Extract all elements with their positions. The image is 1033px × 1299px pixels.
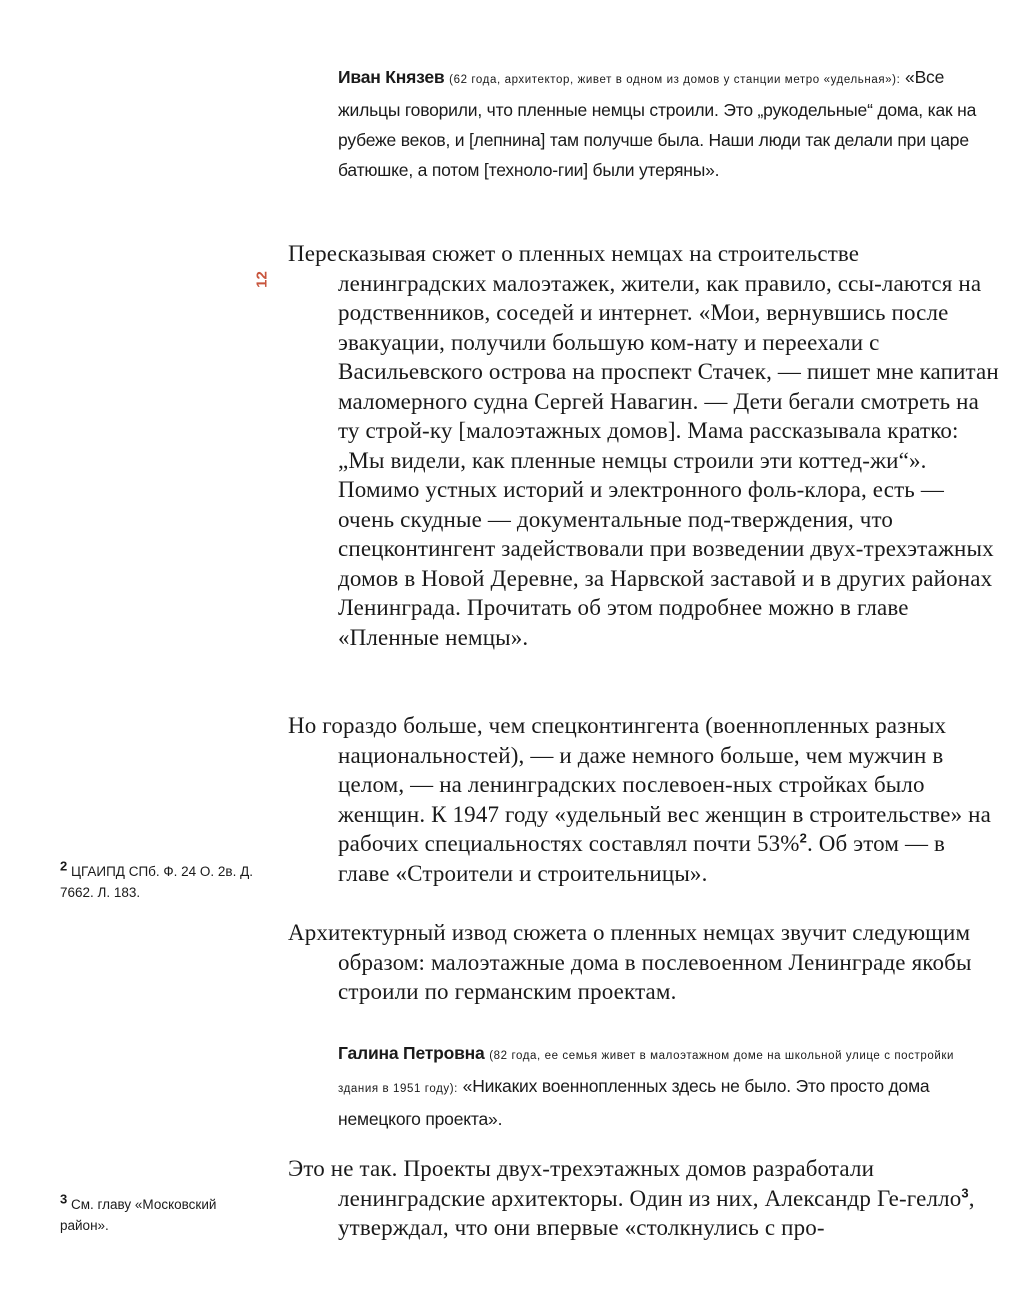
paragraph-text-before: Но гораздо больше, чем спецконтингента (военнопленных разных национальностей), — и даже немного больше, чем мужчин в целом, — на ленинградских послевоен-ных стройках было женщин. К 1947 году «удельный вес женщин в строительстве» на рабочих специальностях составлял почти 53% — [288, 713, 991, 856]
quote-block-knyazev — [338, 62, 988, 185]
footnote-text: ЦГАИПД СПб. Ф. 24 О. 2в. Д. 7662. Л. 183. — [60, 864, 253, 900]
quote-text: «Никаких военнопленных здесь не было. Это просто дома немецкого проекта». — [338, 1076, 930, 1129]
quote-speaker-meta: (82 года, ее семья живет в малоэтажном доме на школьной улице с постройки здания в 1951 году): — [338, 1050, 955, 1095]
paragraph-text: Пересказывая сюжет о пленных немцах на строительстве ленинградских малоэтажек, жители, как правило, ссы-лаются на родственников, соседей и интернет. «Мои, вернувшись после эвакуации, получили большую ком-нату и переехали с Васильевского острова на проспект Стачек, — пишет мне капитан маломерного судна Сергей Навагин. — Дети бегали смотреть на ту строй-ку [малоэтажных домов]. Мама рассказывала кратко: „Мы видели, как пленные немцы строили эти коттед-жи“». Помимо устных историй и электронного фоль-клора, есть — очень скудные — документальные под-тверждения, что спецконтингент задействовали при возведении двух-трехэтажных домов в Новой Деревне, за Нарвской заставой и в других районах Ленинграда. Прочитать об этом подробнее можно в главе «Пленные немцы». — [288, 241, 999, 650]
body-paragraph-2 — [288, 711, 1000, 888]
quote-speaker-meta: (62 года, архитектор, живет в одном из домов у станции метро «удельная»): — [449, 74, 901, 86]
footnote-number: 2 — [60, 858, 68, 874]
quote-text: «Все жильцы говорили, что пленные немцы строили. Это „рукодельные“ дома, как на рубеже веков, и [лепнина] там получше была. Наши люди так делали при царе батюшке, а потом [техноло-гии] были утеряны». — [338, 67, 977, 180]
footnote-ref-3[interactable]: 3 — [961, 1184, 969, 1200]
body-paragraph-3 — [288, 918, 1000, 1007]
quote-speaker: Иван Князев — [338, 67, 445, 87]
body-paragraph-4 — [288, 1154, 1000, 1243]
quote-block-petrovna — [338, 1038, 988, 1134]
paragraph-text-before: Это не так. Проекты двух-трехэтажных домов разработали ленинградские архитекторы. Один из них, Александр Ге-гелло — [288, 1156, 962, 1211]
paragraph-text-after: , утверждал, что они впервые «столкнулись с про- — [338, 1185, 975, 1240]
footnote-3 — [60, 1191, 260, 1236]
footnote-ref-2[interactable]: 2 — [799, 830, 807, 846]
page-number: 12 — [253, 271, 271, 288]
quote-speaker: Галина Петровна — [338, 1043, 485, 1063]
paragraph-text: Архитектурный извод сюжета о пленных немцах звучит следующим образом: малоэтажные дома в послевоенном Ленинграде якобы строили по германским проектам. — [288, 920, 972, 1004]
footnote-2 — [60, 858, 260, 903]
body-paragraph-1 — [288, 239, 1000, 652]
footnote-text: См. главу «Московский район». — [60, 1197, 217, 1233]
paragraph-text-after: . Об этом — в главе «Строители и строительницы». — [338, 831, 946, 886]
footnote-number: 3 — [60, 1191, 68, 1207]
